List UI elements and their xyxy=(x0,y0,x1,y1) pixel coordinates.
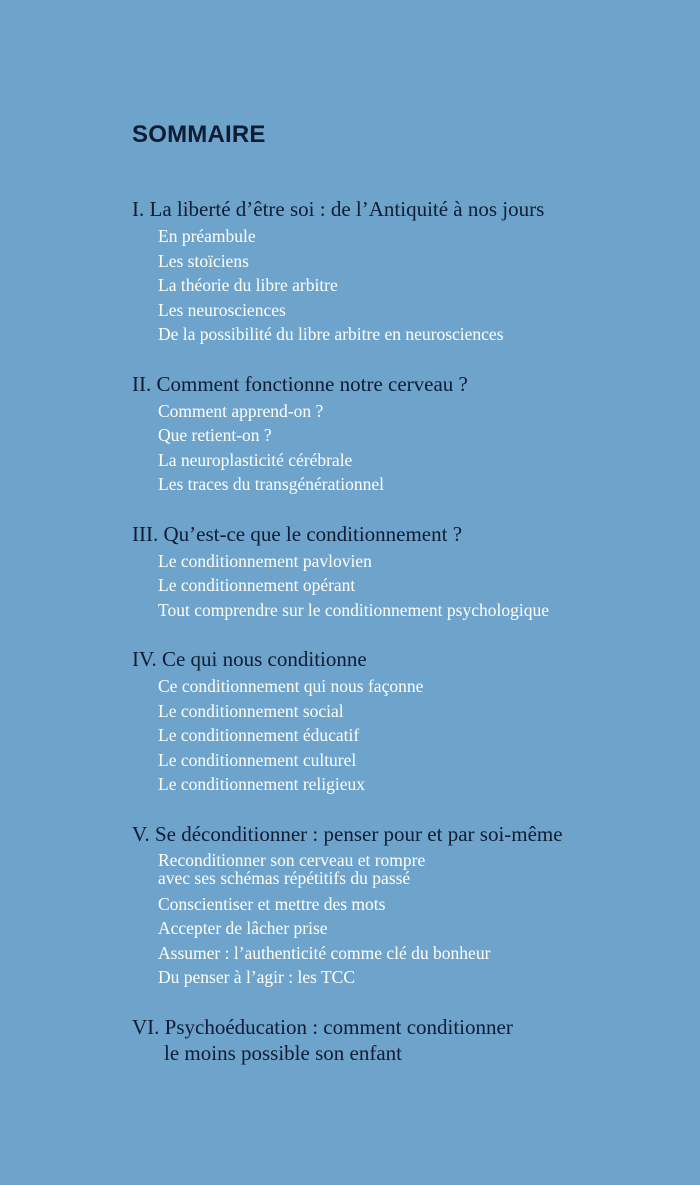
chapter-title-line-1: VI. Psychoéducation : comment conditionner xyxy=(132,1014,513,1039)
section-item: Le conditionnement pavlovien xyxy=(158,550,372,571)
section-item: De la possibilité du libre arbitre en neurosciences xyxy=(158,324,504,344)
section-list xyxy=(132,224,672,347)
chapter-4 xyxy=(132,646,672,797)
chapter-title: V. Se déconditionner : penser pour et par soi-même xyxy=(132,821,563,846)
chapter-2 xyxy=(132,371,672,497)
section-item: Conscientiser et mettre des mots xyxy=(158,893,386,914)
section-item: Les stoïciens xyxy=(158,250,249,271)
section-item: Que retient-on ? xyxy=(158,425,272,445)
chapter-6 xyxy=(132,1014,672,1066)
section-item: Tout comprendre sur le conditionnement psychologique xyxy=(158,599,549,620)
section-list xyxy=(132,850,672,990)
chapter-title xyxy=(132,1014,672,1066)
chapter-3 xyxy=(132,521,672,623)
section-item: Les neurosciences xyxy=(158,299,286,320)
section-item: En préambule xyxy=(158,226,256,246)
chapter-title: IV. Ce qui nous conditionne xyxy=(132,647,367,671)
chapter-title: II. Comment fonctionne notre cerveau ? xyxy=(132,371,468,396)
section-item: La théorie du libre arbitre xyxy=(158,275,338,295)
chapter-title: III. Qu’est-ce que le conditionnement ? xyxy=(132,521,463,546)
section-item: Le conditionnement religieux xyxy=(158,774,366,794)
section-item: Les traces du transgénérationnel xyxy=(158,474,384,494)
section-item xyxy=(158,850,672,887)
section-item: Du penser à l’agir : les TCC xyxy=(158,967,355,987)
section-item: La neuroplasticité cérébrale xyxy=(158,449,353,470)
section-item: Le conditionnement opérant xyxy=(158,575,356,595)
section-item: Le conditionnement éducatif xyxy=(158,725,360,745)
chapter-1 xyxy=(132,196,672,347)
section-item: Ce conditionnement qui nous façonne xyxy=(158,676,424,696)
chapter-title-line-2: le moins possible son enfant xyxy=(164,1040,402,1065)
toc-title: SOMMAIRE xyxy=(132,121,266,148)
table-of-contents xyxy=(132,118,672,1090)
section-list xyxy=(132,549,672,623)
section-item: Le conditionnement culturel xyxy=(158,749,357,770)
section-item-line-1: Reconditionner son cerveau et rompre xyxy=(158,849,426,870)
section-item: Le conditionnement social xyxy=(158,700,344,721)
chapter-title: I. La liberté d’être soi : de l’Antiquité à nos jours xyxy=(132,197,545,221)
section-list xyxy=(132,399,672,497)
section-item: Assumer : l’authenticité comme clé du bonheur xyxy=(158,942,491,963)
section-item: Comment apprend-on ? xyxy=(158,400,324,421)
chapter-5 xyxy=(132,821,672,990)
section-item-line-2: avec ses schémas répétitifs du passé xyxy=(158,867,411,888)
section-list xyxy=(132,674,672,797)
section-item: Accepter de lâcher prise xyxy=(158,918,328,938)
